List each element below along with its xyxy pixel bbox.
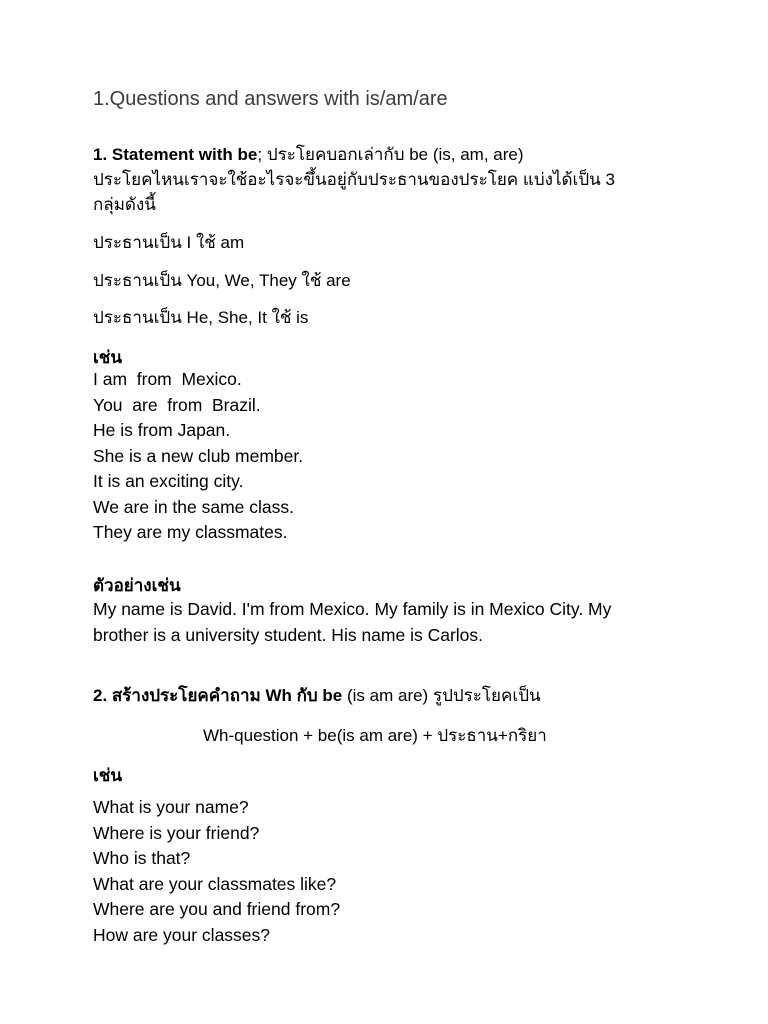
question-formula: Wh-question + be(is am are) + ประธาน+กริยา [203,726,547,745]
section2-heading [93,683,541,708]
list-item: She is a new club member. [93,445,304,466]
list-item: Where are you and friend from? [93,899,341,919]
rule-i-am: ประธานเป็น I ใช้ am [93,233,245,252]
section1-heading-rest: ; ประโยคบอกเล่ากับ be (is, am, are) [257,145,524,164]
rule-he-she-it-is: ประธานเป็น He, She, It ใช้ is [93,308,309,327]
sample-line: My name is David. I'm from Mexico. My family is in Mexico City. My [93,599,612,619]
list-item: I am from Mexico. [93,369,242,389]
list-item: They are my classmates. [93,522,288,542]
section2-heading-rest: (is am are) รูปประโยคเป็น [342,686,541,705]
question-sentences-list [93,795,340,948]
list-item: What are your classmates like? [93,873,337,894]
list-item: It is an exciting city. [93,471,244,491]
section1-intro-line: ประโยคไหนเราจะใช้อะไรจะขึ้นอยู่กับประธานของประโยค แบ่งได้เป็น 3 [93,170,615,189]
rule-you-we-they-are: ประธานเป็น You, We, They ใช้ are [93,271,351,290]
list-item: He is from Japan. [93,420,231,440]
example-sentences-list [93,367,303,546]
example-label: เช่น [93,766,122,785]
list-item: Who is that? [93,848,191,868]
list-item: You are from Brazil. [93,394,261,415]
list-item: We are in the same class. [93,496,295,517]
section1-intro-line: กลุ่มดังนี้ [93,195,156,214]
section1-heading-bold: 1. Statement with be [93,145,258,164]
sample-paragraph [93,596,713,648]
sample-label: ตัวอย่างเช่น [93,576,181,595]
list-item: How are your classes? [93,924,271,945]
page-title: 1.Questions and answers with is/am/are [93,88,448,110]
example-label: เช่น [93,348,122,367]
section1-heading [93,142,524,167]
list-item: Where is your friend? [93,822,260,843]
sample-line: brother is a university student. His name is Carlos. [93,625,484,645]
section2-heading-bold: 2. สร้างประโยคคำถาม Wh กับ be [93,686,343,705]
list-item: What is your name? [93,797,249,817]
